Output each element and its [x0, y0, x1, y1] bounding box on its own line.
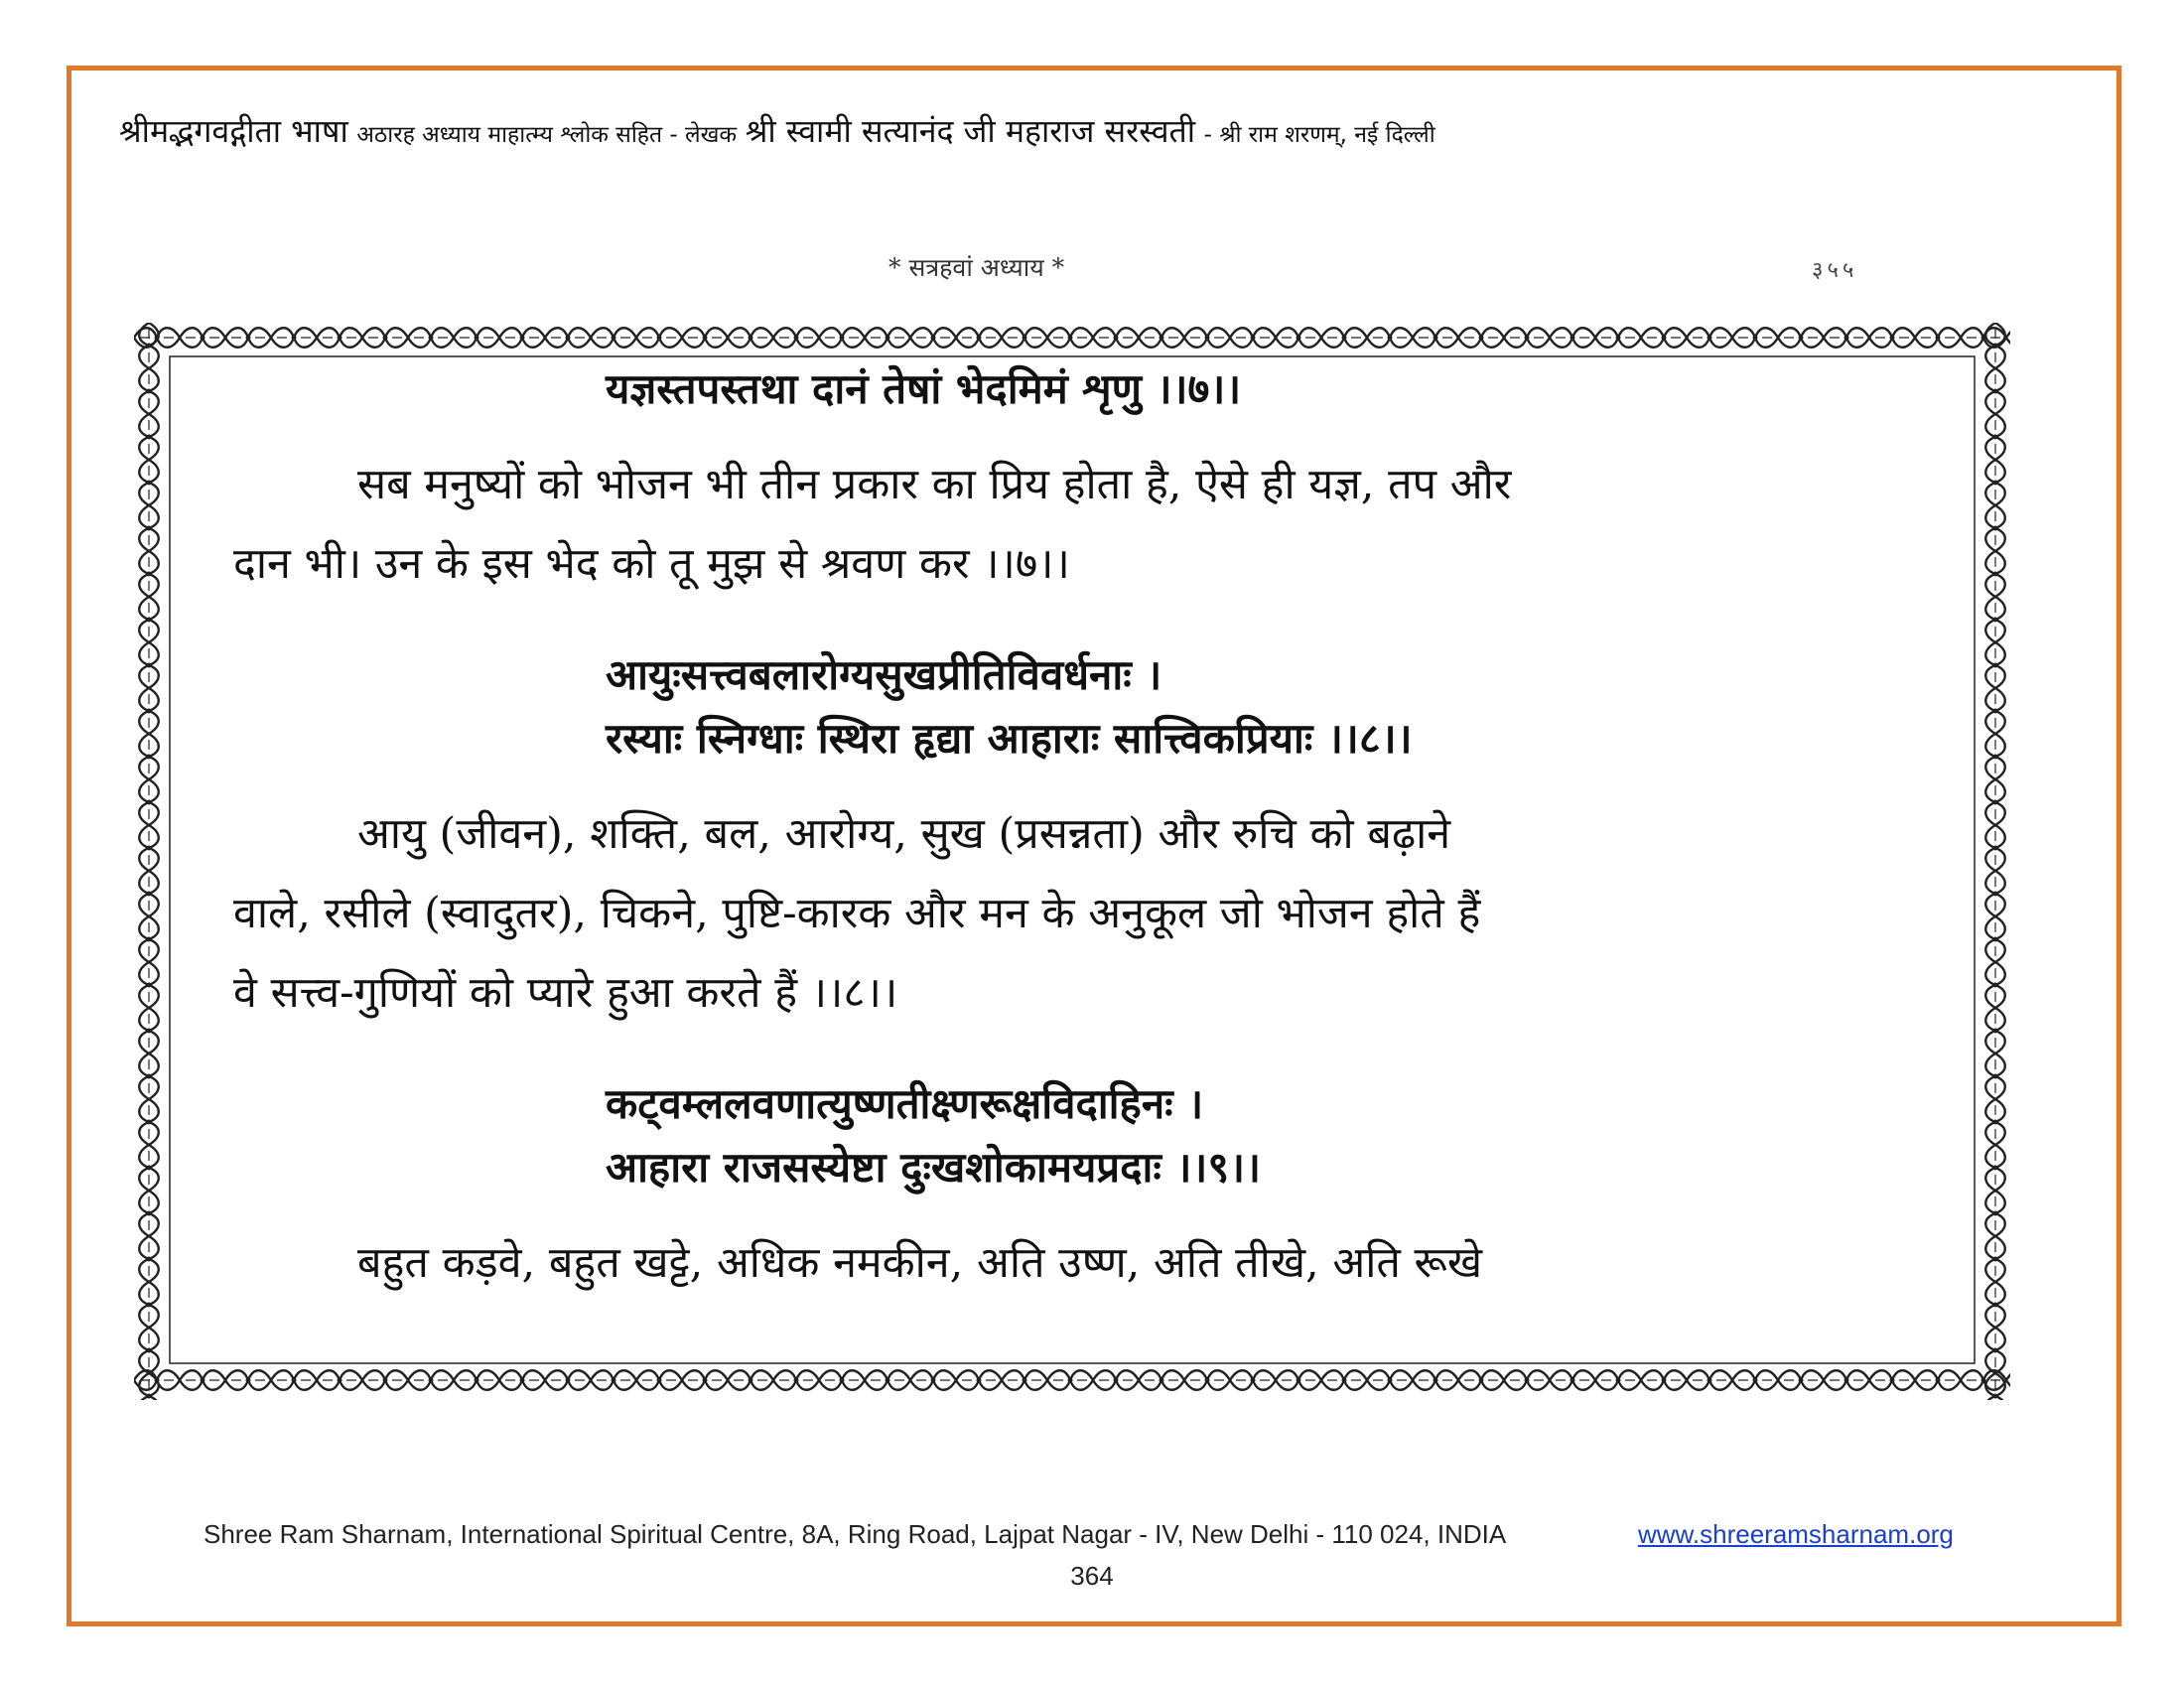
- header-author: श्री स्वामी सत्यानंद जी महाराज सरस्वती: [745, 112, 1196, 150]
- header-publisher: - श्री राम शरणम्, नई दिल्ली: [1203, 122, 1435, 148]
- sloka-8-line-1: आयुःसत्त्वबलारोग्यसुखप्रीतिविवर्धनाः ।: [606, 650, 1162, 699]
- page-number: 364: [1070, 1561, 1114, 1591]
- chapter-title: * सत्रहवां अध्याय *: [888, 253, 1065, 282]
- document-header: [119, 111, 2085, 155]
- scan-page-header: [134, 250, 2010, 290]
- scan-page-number: ३५५: [1812, 258, 1858, 283]
- verse-content: [233, 357, 1911, 1303]
- scanned-page: [134, 238, 2010, 1400]
- meaning-8-line-1: आयु (जीवन), शक्ति, बल, आरोग्य, सुख (प्रसन्नता) और रुचि को बढ़ाने: [357, 809, 1451, 859]
- footer-address: Shree Ram Sharnam, International Spiritual Centre, 8A, Ring Road, Lajpat Nagar - IV, New Delhi - 110 024, INDIA: [204, 1519, 1507, 1549]
- meaning-9-line-1: बहुत कड़वे, बहुत खट्टे, अधिक नमकीन, अति उष्ण, अति तीखे, अति रूखे: [357, 1238, 1483, 1288]
- website-link[interactable]: www.shreeramsharnam.org: [1638, 1519, 1954, 1549]
- sloka-7-line-1: यज्ञस्तपस्तथा दानं तेषां भेदमिमं शृणु ।।७।।: [606, 364, 1242, 413]
- header-book-title: श्रीमद्भगवद्गीता भाषा: [119, 112, 348, 150]
- meaning-8-line-3: वे सत्त्व-गुणियों को प्यारे हुआ करते हैं ।।८।।: [233, 968, 898, 1018]
- sloka-9-line-2: आहारा राजसस्येष्टा दुःखशोकामयप्रदाः ।।९।।: [606, 1143, 1262, 1192]
- sloka-9-line-1: कट्वम्ललवणात्युष्णतीक्ष्णरूक्षविदाहिनः ।: [606, 1079, 1204, 1128]
- sloka-8-line-2: रस्याः स्निग्धाः स्थिरा हृद्या आहाराः सात्त्विकप्रियाः ।।८।।: [606, 714, 1413, 763]
- meaning-7-line-2: दान भी। उन के इस भेद को तू मुझ से श्रवण कर ।।७।।: [233, 539, 1070, 589]
- meaning-8-line-2: वाले, रसीले (स्वादुतर), चिकने, पुष्टि-कारक और मन के अनुकूल जो भोजन होते हैं: [233, 889, 1481, 938]
- meaning-7-line-1: सब मनुष्यों को भोजन भी तीन प्रकार का प्रिय होता है, ऐसे ही यज्ञ, तप और: [357, 460, 1512, 509]
- header-subtitle: अठारह अध्याय माहात्म्य श्लोक सहित - लेखक: [356, 122, 738, 148]
